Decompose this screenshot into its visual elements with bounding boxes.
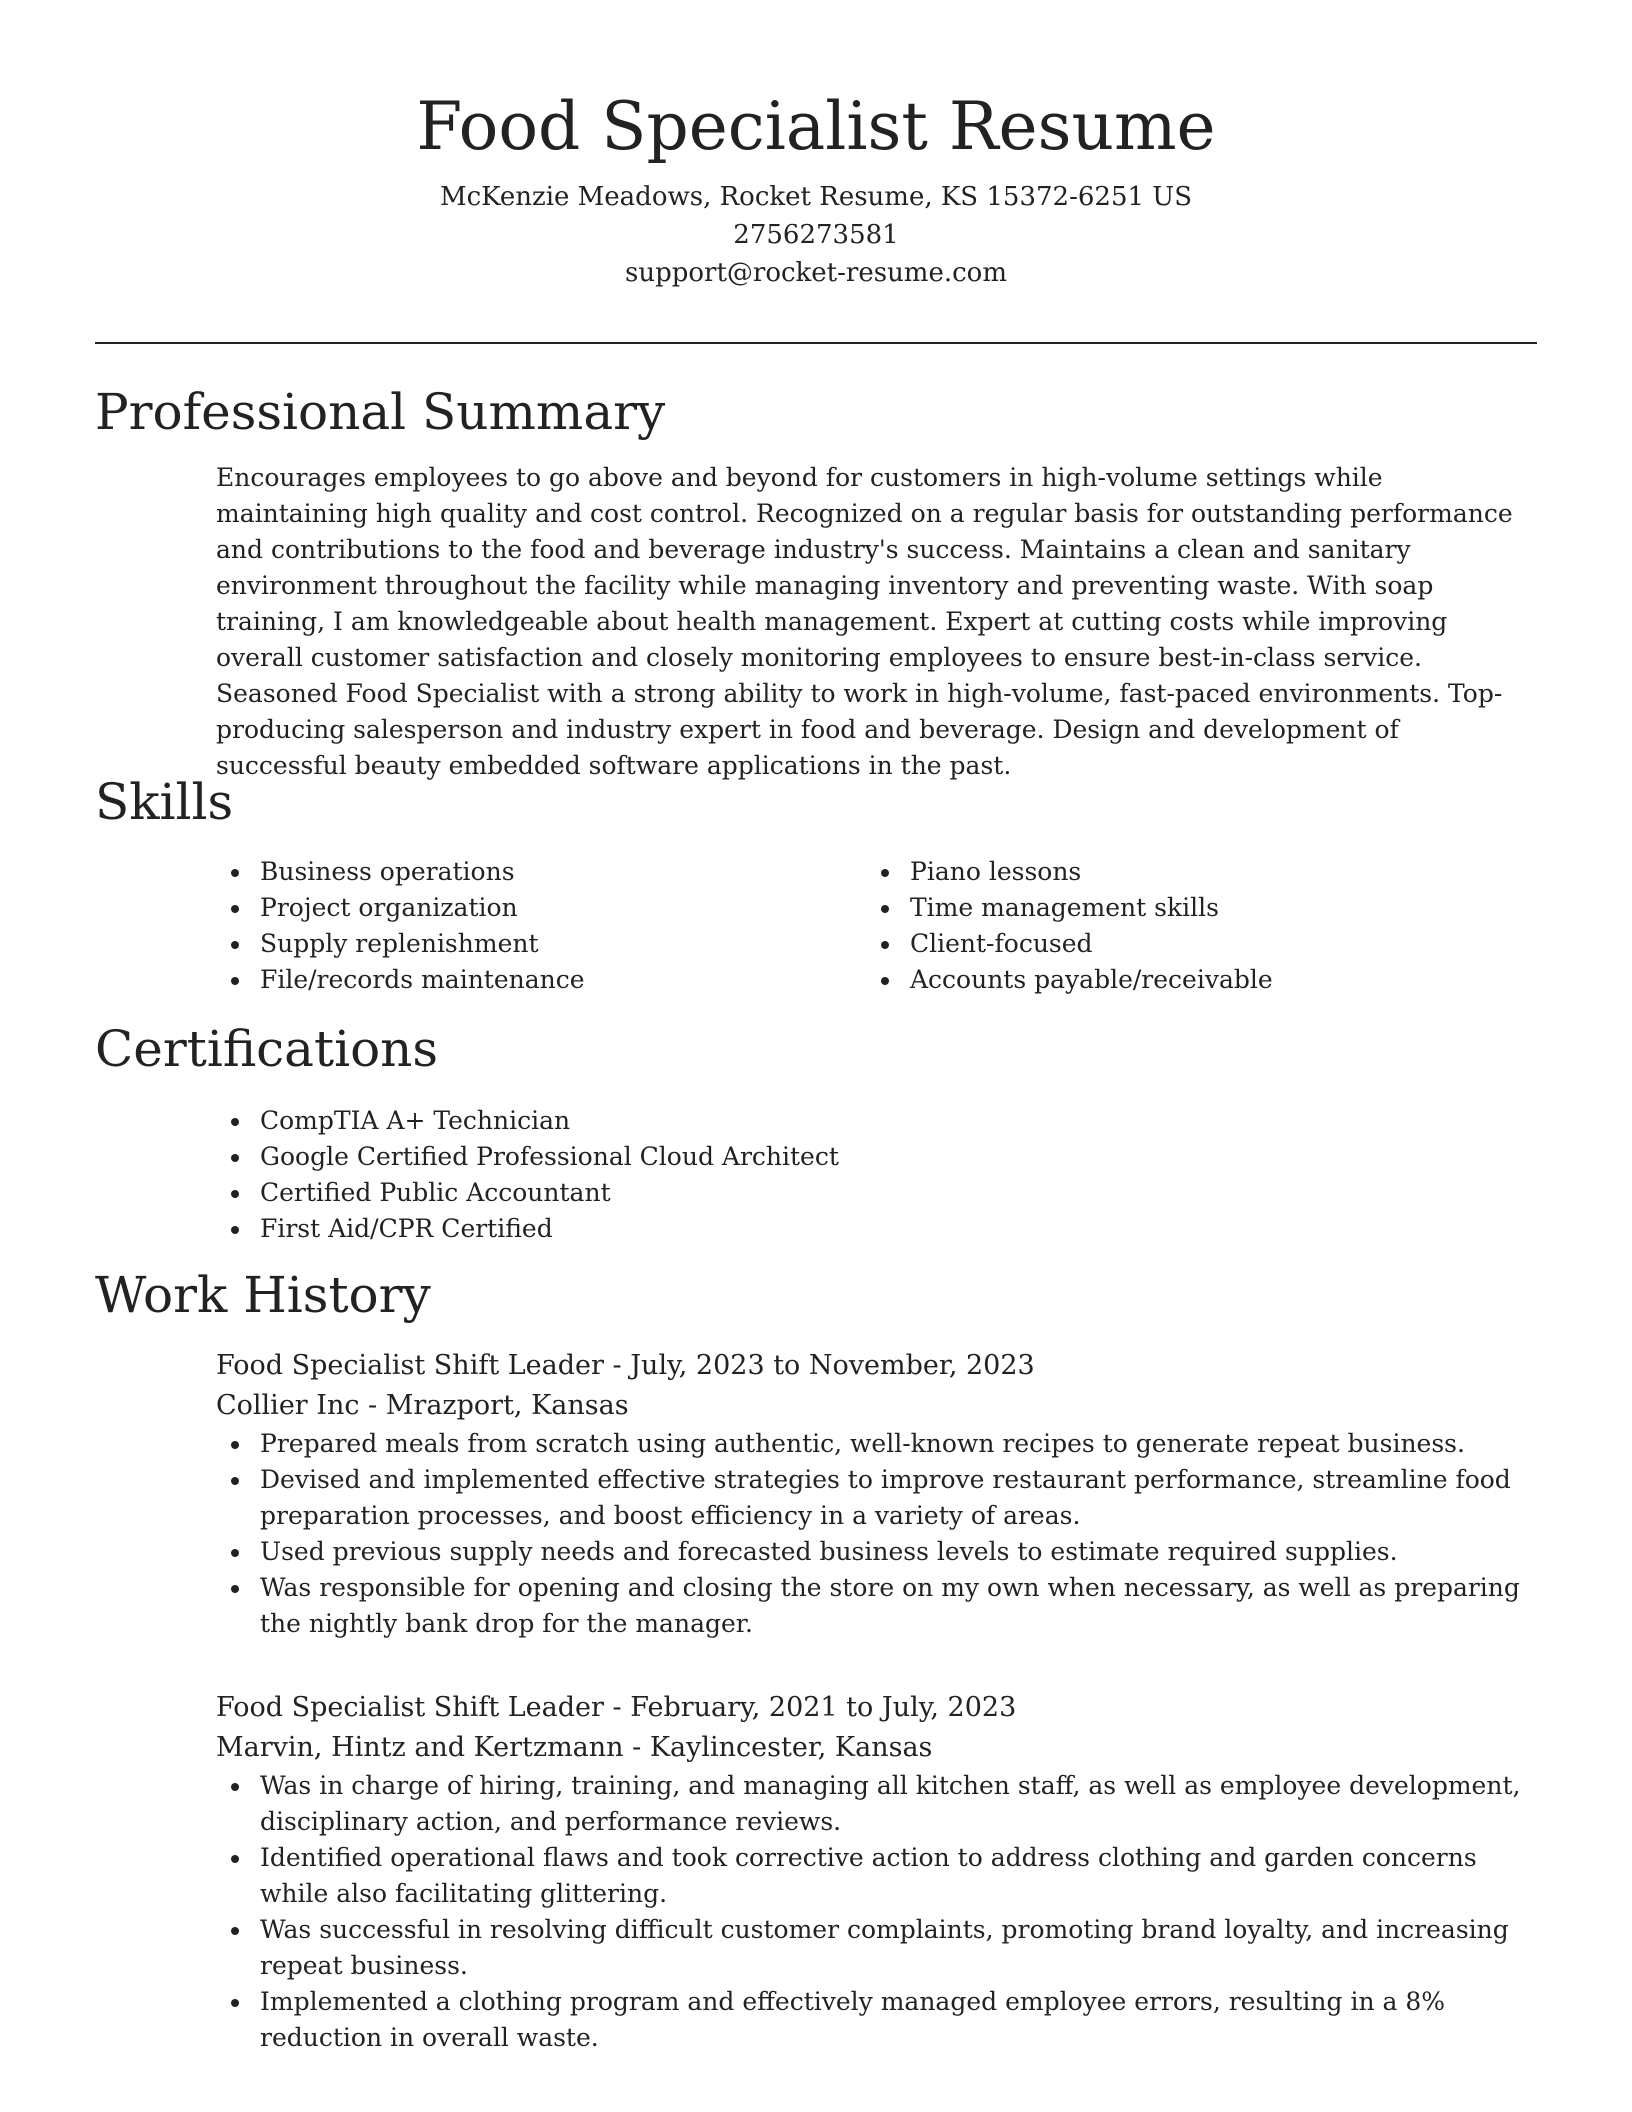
- job-bullet: Prepared meals from scratch using authentic, well-known recipes to generate repeat business.: [216, 1426, 1536, 1462]
- certification-item: First Aid/CPR Certified: [216, 1211, 1516, 1247]
- resume-header: [0, 0, 1632, 292]
- certification-item: Certified Public Accountant: [216, 1175, 1516, 1211]
- job-bullets: [216, 1768, 1536, 2056]
- certification-item: CompTIA A+ Technician: [216, 1103, 1516, 1139]
- section-title-summary: Professional Summary: [95, 383, 666, 441]
- job-bullet: Identified operational flaws and took corrective action to address clothing and garden concerns while also facilitating glittering.: [216, 1840, 1536, 1912]
- certifications-list: [216, 1103, 1516, 1247]
- job-title-line: [216, 1346, 1536, 1386]
- summary-text: Encourages employees to go above and beyond for customers in high-volume settings while maintaining high quality and cost control. Recognized on a regular basis for outstanding performance and contributions to the food and beverage industry's success. Maintains a clean and sanitary environment throughout the facility while managing inventory and preventing waste. With soap training, I am knowledgeable about health management. Expert at cutting costs while improving overall customer satisfaction and closely monitoring employees to ensure best-in-class service. Seasoned Food Specialist with a strong ability to work in high-volume, fast-paced environments. Top-producing salesperson and industry expert in food and beverage. Design and development of successful beauty embedded software applications in the past.: [216, 463, 1513, 780]
- job-position: Food Specialist Shift Leader: [216, 1350, 604, 1381]
- job-company: Marvin, Hintz and Kertzmann: [216, 1732, 624, 1763]
- skills-list-left: [216, 854, 856, 998]
- resume-title: Food Specialist Resume: [416, 88, 1216, 165]
- skill-item: Business operations: [216, 854, 856, 890]
- job-location: Kaylincester, Kansas: [649, 1732, 933, 1763]
- skill-item: Client-focused: [866, 926, 1506, 962]
- separator: -: [603, 1350, 631, 1381]
- section-title-certifications: Certifications: [95, 1020, 439, 1078]
- certification-item: Google Certified Professional Cloud Architect: [216, 1139, 1516, 1175]
- job-bullet: Implemented a clothing program and effectively managed employee errors, resulting in a 8% reduction in overall waste.: [216, 1984, 1536, 2056]
- job-dates: July, 2023 to November, 2023: [630, 1350, 1035, 1381]
- section-title-work-history: Work History: [95, 1266, 431, 1324]
- job-bullet: Was successful in resolving difficult customer complaints, promoting brand loyalty, and increasing repeat business.: [216, 1912, 1536, 1984]
- contact-email: support@rocket-resume.com: [624, 258, 1007, 288]
- job-company-line: [216, 1386, 1536, 1426]
- header-divider: [95, 342, 1537, 344]
- job-bullet: Used previous supply needs and forecasted business levels to estimate required supplies.: [216, 1534, 1536, 1570]
- job-bullets: [216, 1426, 1536, 1642]
- section-title-skills: Skills: [95, 773, 234, 831]
- job-location: Mrazport, Kansas: [385, 1390, 629, 1421]
- contact-address: McKenzie Meadows, Rocket Resume, KS 15372-6251 US: [439, 182, 1193, 212]
- separator: -: [603, 1692, 631, 1723]
- job-position: Food Specialist Shift Leader: [216, 1692, 604, 1723]
- contact-phone: 2756273581: [733, 220, 899, 250]
- separator: -: [359, 1390, 386, 1421]
- skills-list-right: [866, 854, 1506, 998]
- job-bullet: Was responsible for opening and closing the store on my own when necessary, as well as preparing the nightly bank drop for the manager.: [216, 1570, 1536, 1642]
- job-company: Collier Inc: [216, 1390, 360, 1421]
- skill-item: Supply replenishment: [216, 926, 856, 962]
- job-company-line: [216, 1728, 1536, 1768]
- skill-item: File/records maintenance: [216, 962, 856, 998]
- job-bullet: Devised and implemented effective strategies to improve restaurant performance, streamline food preparation processes, and boost efficiency in a variety of areas.: [216, 1462, 1536, 1534]
- skill-item: Time management skills: [866, 890, 1506, 926]
- skill-item: Piano lessons: [866, 854, 1506, 890]
- skill-item: Accounts payable/receivable: [866, 962, 1506, 998]
- job-entry: [216, 1346, 1536, 1642]
- job-entry: [216, 1688, 1536, 2056]
- job-dates: February, 2021 to July, 2023: [630, 1692, 1017, 1723]
- separator: -: [623, 1732, 650, 1763]
- job-title-line: [216, 1688, 1536, 1728]
- skill-item: Project organization: [216, 890, 856, 926]
- job-bullet: Was in charge of hiring, training, and managing all kitchen staff, as well as employee development, disciplinary action, and performance reviews.: [216, 1768, 1536, 1840]
